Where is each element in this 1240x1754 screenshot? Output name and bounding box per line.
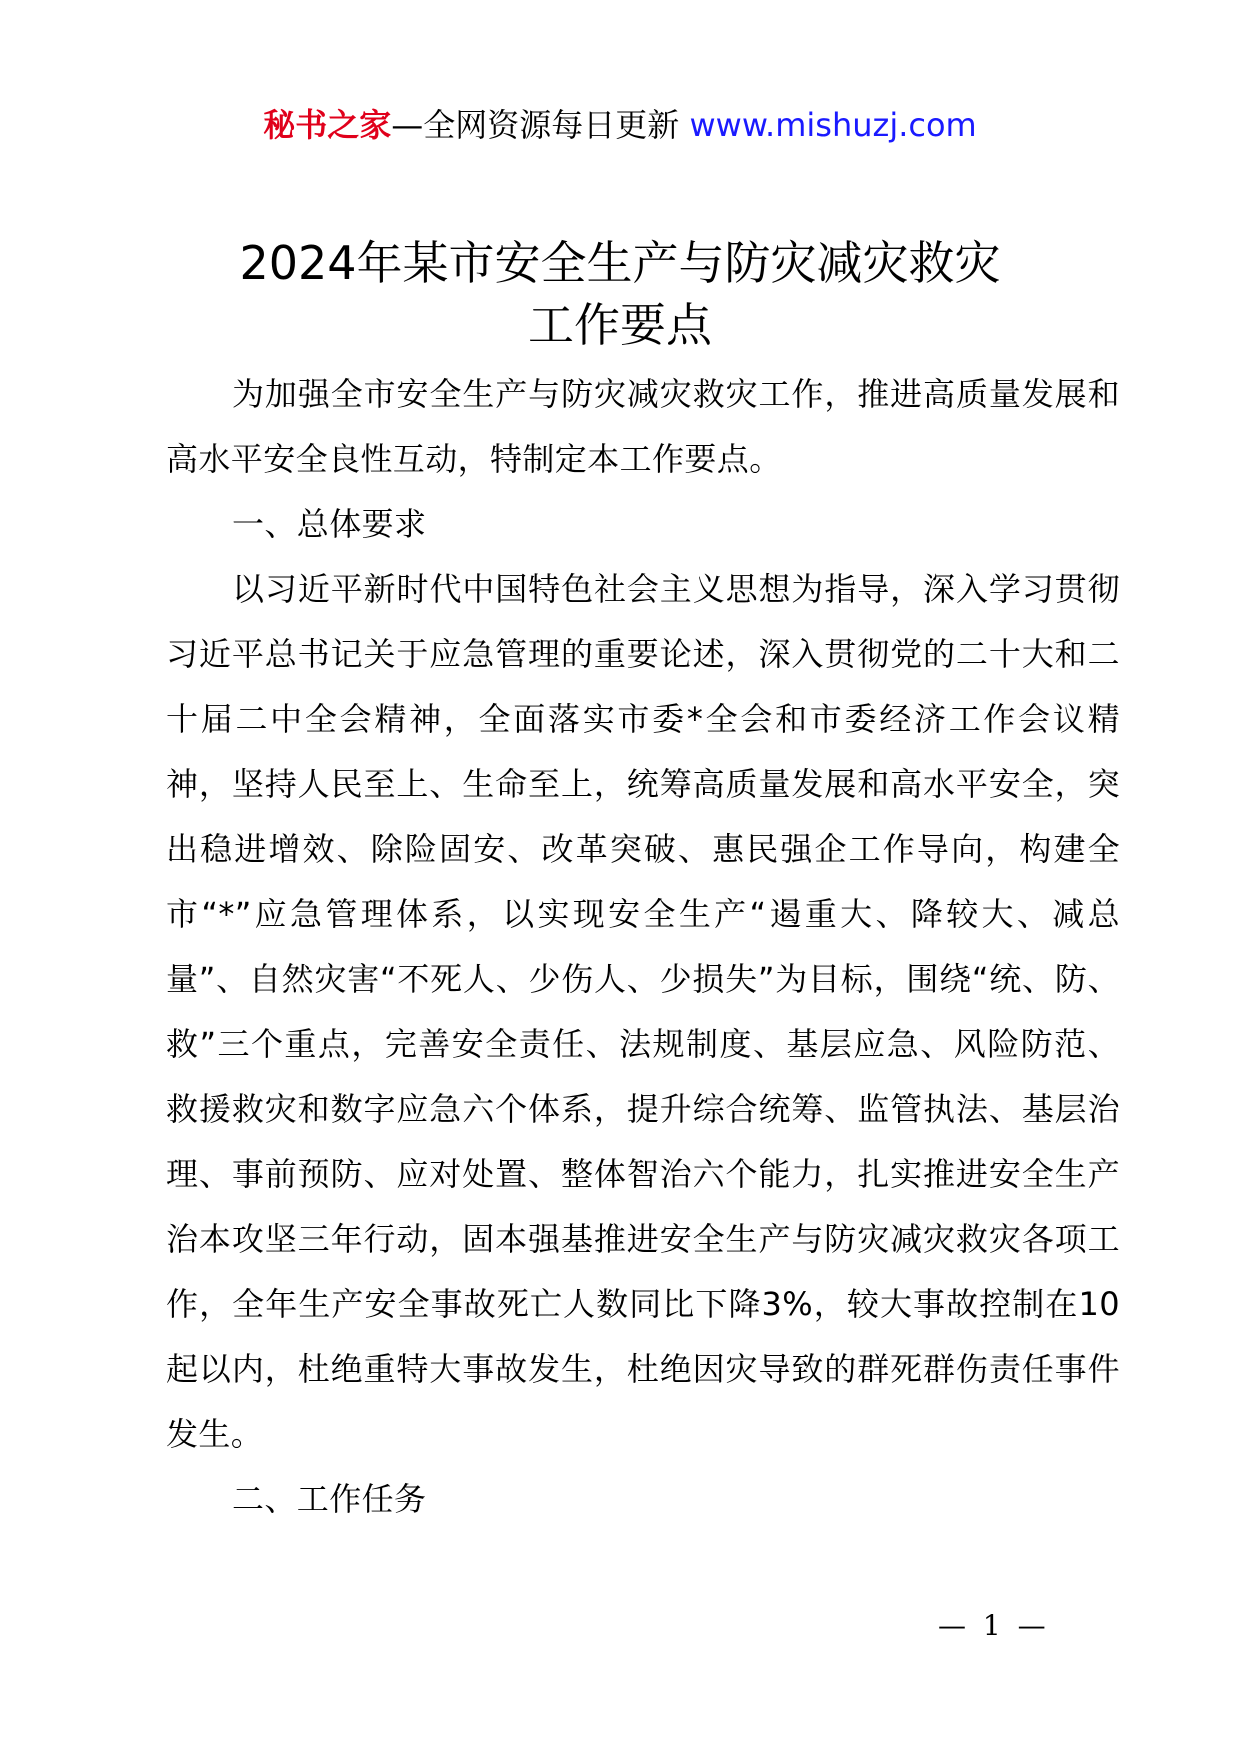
brand-name: 秘书之家 [263,106,392,144]
website-link[interactable]: www.mishuzj.com [689,106,977,144]
intro-paragraph: 为加强全市安全生产与防灾减灾救灾工作，推进高质量发展和高水平安全良性互动，特制定本工作要点。 [166,375,1120,478]
section-heading-general-requirements: 一、总体要求 [232,505,427,543]
title-line-1: 2024年某市安全生产与防灾减灾救灾 [239,236,1001,290]
banner-slogan: —全网资源每日更新 [391,106,680,144]
page-number: — 1 — [938,1609,1050,1642]
general-requirements-paragraph: 以习近平新时代中国特色社会主义思想为指导，深入学习贯彻习近平总书记关于应急管理的重要论述，深入贯彻党的二十大和二十届二中全会精神，全面落实市委*全会和市委经济工作会议精神，坚持人民至上、生命至上，统筹高质量发展和高水平安全，突出稳进增效、除险固安、改革突破、惠民强企工作导向，构建全市“*”应急管理体系，以实现安全生产“遏重大、降较大、减总量”、自然灾害“不死人、少伤人、少损失”为目标，围绕“统、防、救”三个重点，完善安全责任、法规制度、基层应急、风险防范、救援救灾和数字应急六个体系，提升综合统筹、监管执法、基层治理、事前预防、应对处置、整体智治六个能力，扎实推进安全生产治本攻坚三年行动，固本强基推进安全生产与防灾减灾救灾各项工作，全年生产安全事故死亡人数同比下降3%，较大事故控制在10起以内，杜绝重特大事故发生，杜绝因灾导致的群死群伤责任事件发生。 [166,570,1120,1453]
document-body [166,362,1120,1532]
title-line-2: 工作要点 [528,298,712,352]
site-banner [0,98,1240,152]
section-heading-work-tasks: 二、工作任务 [232,1480,427,1518]
document-title [0,232,1240,356]
